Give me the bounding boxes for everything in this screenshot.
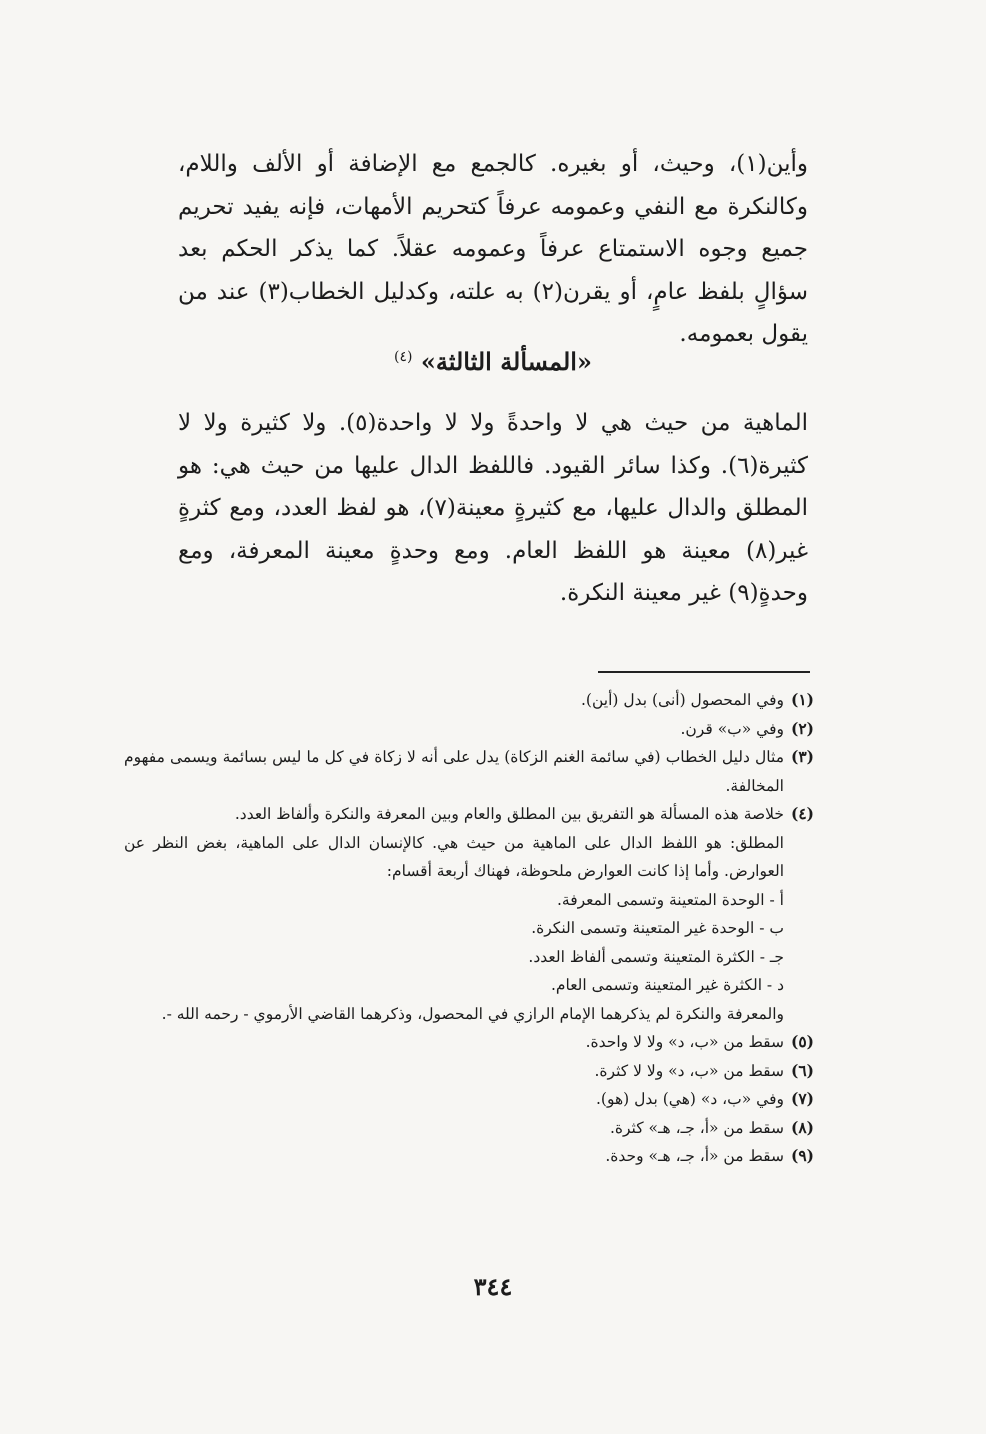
footnote <box>124 686 814 715</box>
footnote-number: (٧) <box>790 1089 814 1108</box>
footnote-list-item: جـ - الكثرة المتعينة وتسمى ألفاظ العدد. <box>528 947 784 966</box>
footnote-number: (٨) <box>790 1117 814 1137</box>
footnote <box>124 1142 814 1171</box>
footnote <box>124 800 814 1028</box>
footnote-text: سقط من «ب، د» ولا لا واحدة. <box>585 1033 784 1051</box>
page-number: ٣٤٤ <box>473 1272 513 1301</box>
footnote <box>124 1114 814 1143</box>
footnote-number: (١) <box>790 690 814 709</box>
footnote-text: وفي «ب» قرن. <box>680 719 784 738</box>
footnote-closing: والمعرفة والنكرة لم يذكرهما الإمام الرازي في المحصول، وذكرهما القاضي الأرموي - رحمه الله -. <box>161 1004 784 1023</box>
footnote-text: مثال دليل الخطاب (في سائمة الغنم الزكاة) يدل على أنه لا زكاة في كل ما ليس بسائمة ويسمى مفهوم المخالفة. <box>124 748 784 795</box>
footnote <box>124 715 814 744</box>
footnote <box>124 743 814 800</box>
footnote-text: وفي «ب، د» (هي) بدل (هو). <box>595 1090 784 1108</box>
footnote-text: سقط من «ب، د» ولا لا كثرة. <box>594 1061 784 1080</box>
footnote-number: (٥) <box>790 1032 814 1051</box>
section-heading <box>0 347 986 376</box>
main-paragraph-1: وأين(١)، وحيث، أو بغيره. كالجمع مع الإضافة أو الألف واللام، وكالنكرة مع النفي وعمومه عرفاً كتحريم الأمهات، فإنه يفيد تحريم جميع وجوه الاستمتاع عرفاً وعمومه عقلاً. كما يذكر الحكم بعد سؤالٍ بلفظ عامٍ، أو يقرن(٢) به علته، وكدليل الخطاب(٣) عند من يقول بعمومه. <box>178 151 808 347</box>
heading-text: «المسألة الثالثة» <box>420 347 592 376</box>
footnote-separator <box>598 671 810 673</box>
main-paragraph-2: الماهية من حيث هي لا واحدةً ولا لا واحدة(٥). ولا كثيرة ولا لا كثيرة(٦). وكذا سائر القيود. فاللفظ الدال عليها من حيث هي: هو المطلق والدال عليها، مع كثيرةٍ معينة(٧)، هو لفظ العدد، ومع كثرةٍ غير(٨) معينة هو اللفظ العام. ومع وحدةٍ معينة المعرفة، ومع وحدةٍ(٩) غير معينة النكرة. <box>178 410 808 606</box>
footnote <box>124 1028 814 1057</box>
footnote-text: سقط من «أ، جـ، هـ» كثرة. <box>609 1118 784 1137</box>
footnote-list-item: د - الكثرة غير المتعينة وتسمى العام. <box>550 976 784 994</box>
footnote-number: (٦) <box>790 1060 814 1080</box>
footnote-text: سقط من «أ، جـ، هـ» وحدة. <box>605 1147 784 1165</box>
footnote-definition: المطلق: هو اللفظ الدال على الماهية من حيث هي. كالإنسان الدال على الماهية، بغض النظر عن العوارض. وأما إذا كانت العوارض ملحوظة، فهناك أربعة أقسام: <box>124 833 784 880</box>
footnotes <box>124 686 814 1171</box>
footnote-number: (٢) <box>790 718 814 738</box>
footnote-text: خلاصة هذه المسألة هو التفريق بين المطلق والعام وبين المعرفة والنكرة وألفاظ العدد. <box>234 805 784 823</box>
footnote-list-item: ب - الوحدة غير المتعينة وتسمى النكرة. <box>531 919 784 937</box>
footnote-number: (٤) <box>790 804 814 823</box>
footnote <box>124 1057 814 1086</box>
footnote <box>124 1085 814 1114</box>
heading-footnote-ref: (٤) <box>394 349 413 365</box>
footnote-number: (٩) <box>790 1146 814 1165</box>
footnote-list-item: أ - الوحدة المتعينة وتسمى المعرفة. <box>556 890 784 909</box>
footnote-number: (٣) <box>790 747 814 766</box>
footnote-text: وفي المحصول (أنى) بدل (أين). <box>580 691 784 709</box>
